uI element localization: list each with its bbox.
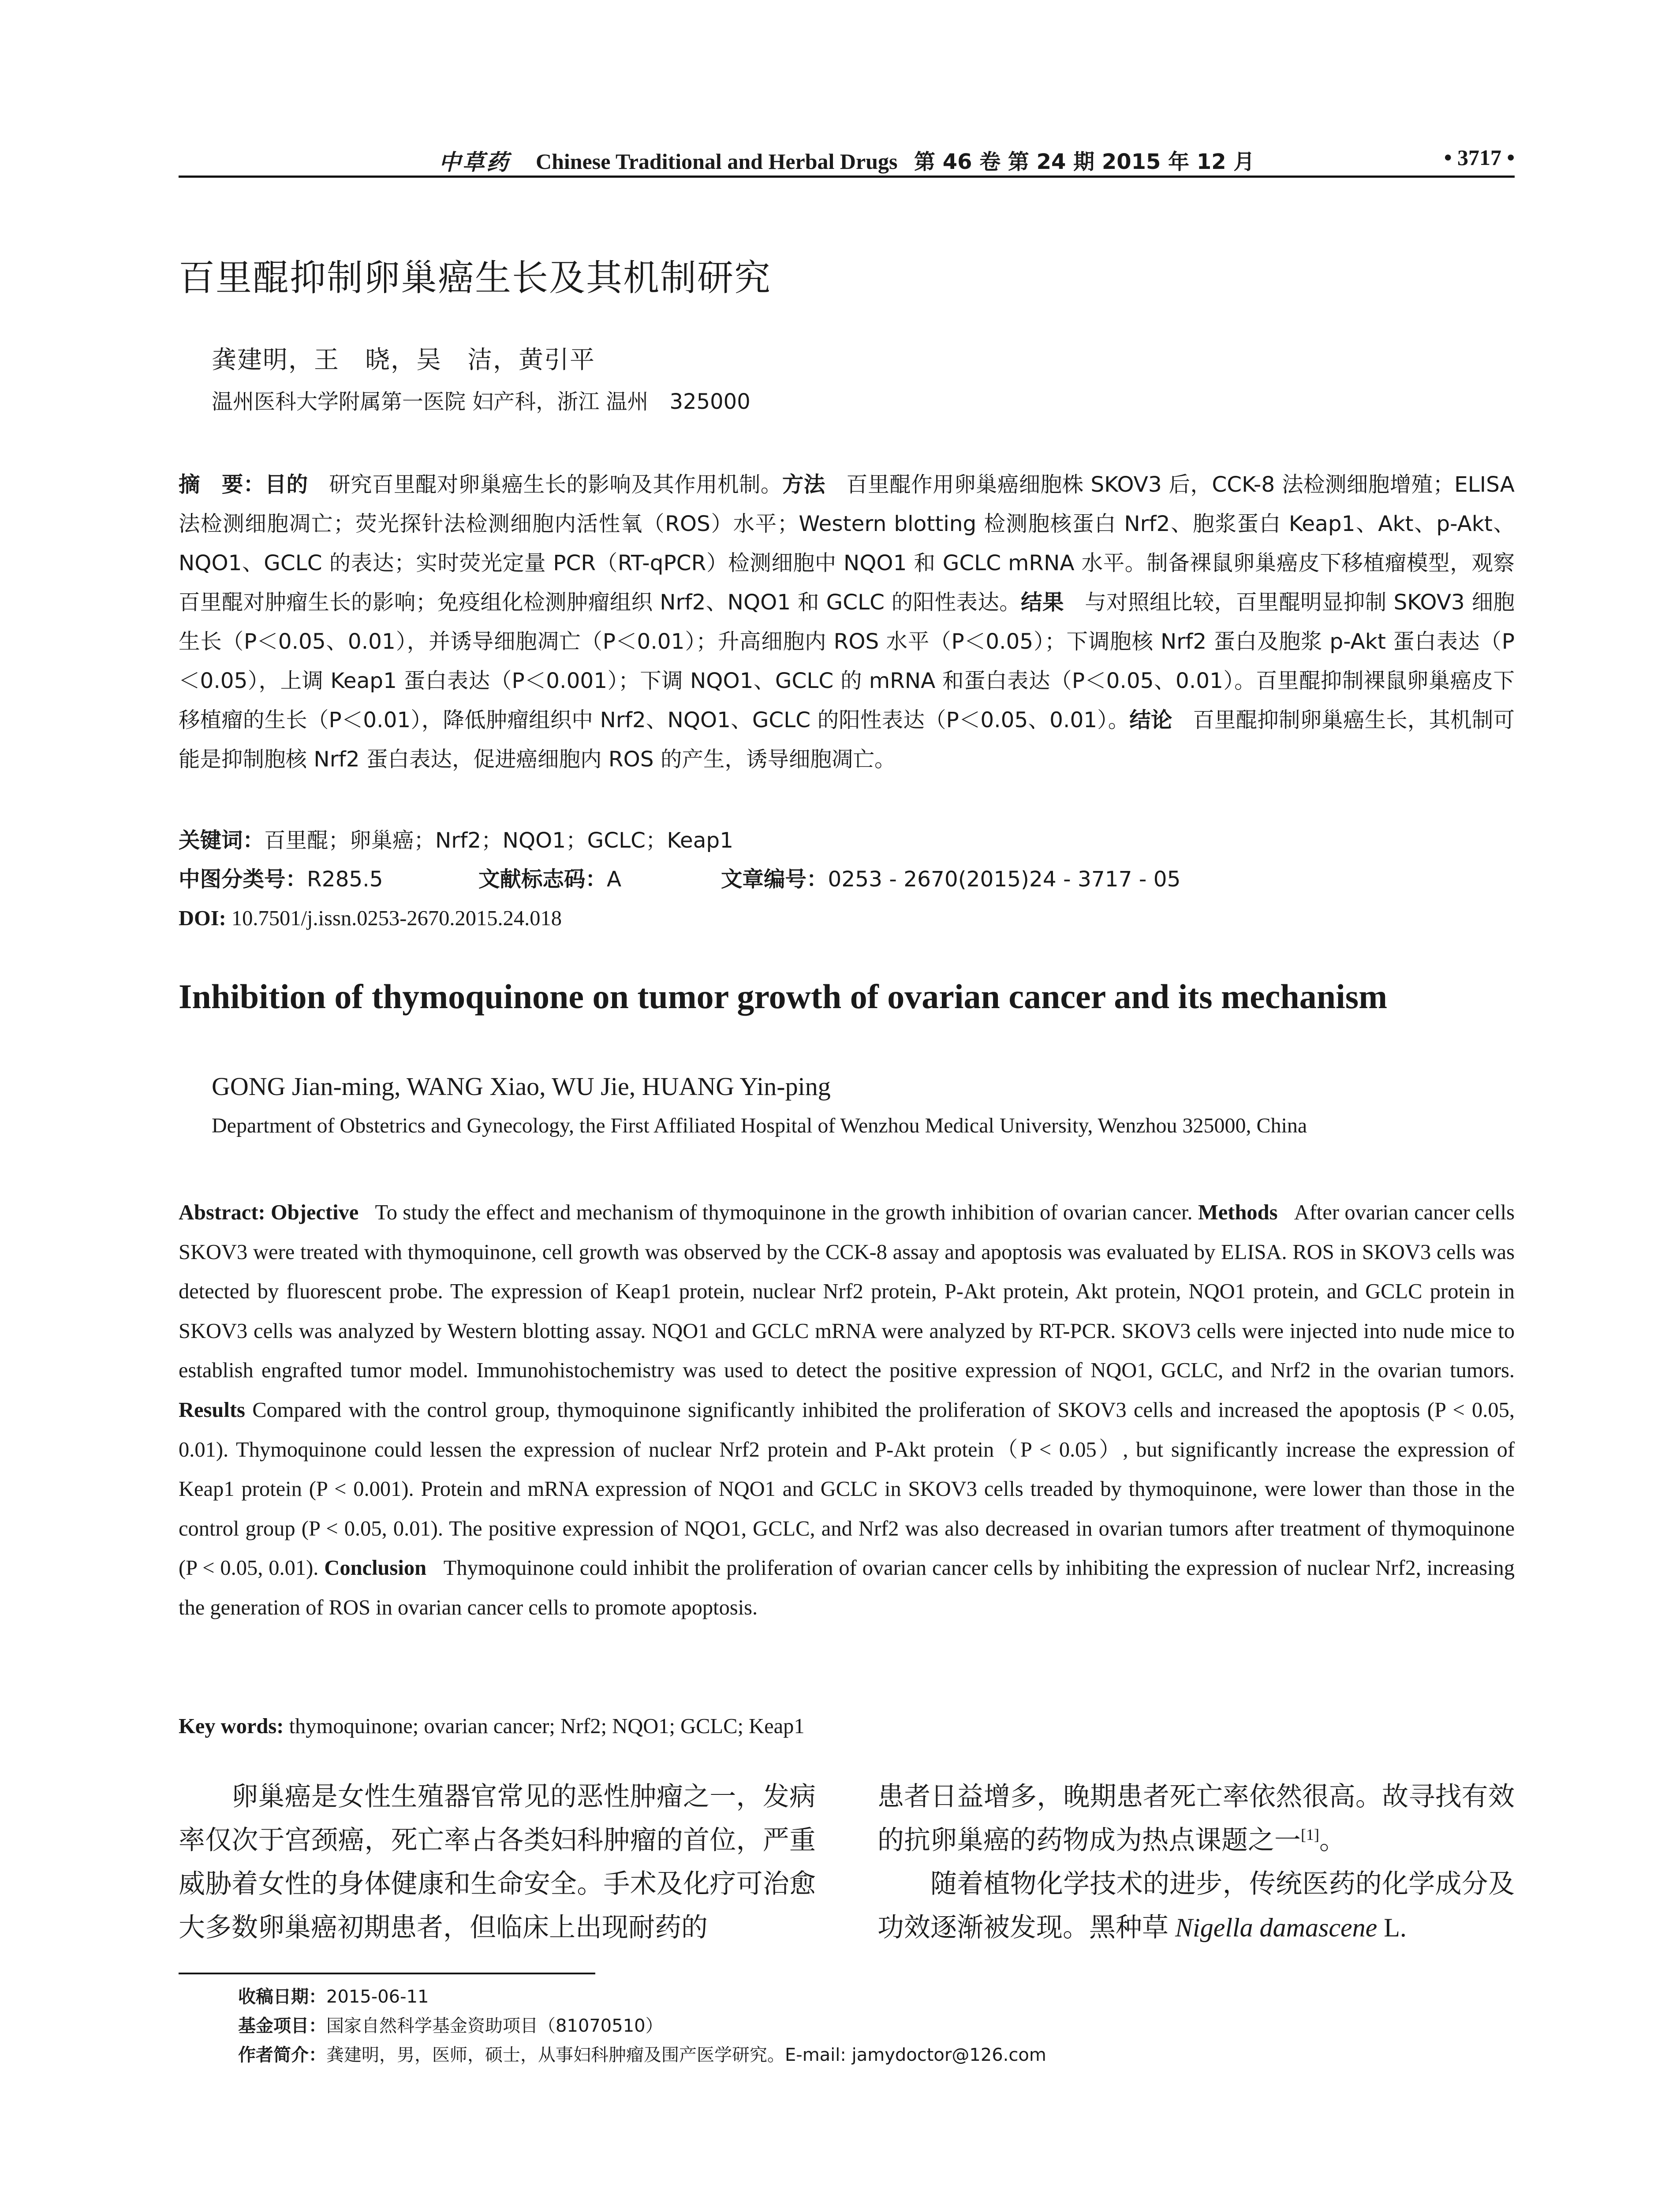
results-label-en: Results [179,1398,245,1422]
body-paragraph [877,1862,1515,1950]
doc-code-value: A [607,867,622,892]
affiliation-en: Department of Obstetrics and Gynecology, the First Affiliated Hospital of Wenzhou Medical University, Wenzhou 325000, China [212,1114,1307,1137]
footnote-rule [179,1973,595,1974]
methods-label-cn: 方法 [782,472,825,497]
page-number: • 3717 • [1444,145,1515,170]
citation-ref: [1] [1301,1826,1319,1843]
issue-info: 第 46 卷 第 24 期 2015 年 12 月 [914,149,1255,174]
keywords-en [179,1707,805,1746]
authors-en: GONG Jian-ming, WANG Xiao, WU Jie, HUANG Yin-ping [212,1072,831,1101]
methods-cn: 百里醌作用卵巢癌细胞株 SKOV3 后，CCK-8 法检测细胞增殖；ELISA 法检测细胞凋亡；荧光探针法检测细胞内活性氧（ROS）水平；Western blotting 检测胞核蛋白 Nrf2、胞浆蛋白 Keap1、Akt、p-Akt、NQO1、GCLC 的表达；实时荧光定量 PCR（RT-qPCR）检测细胞中 NQO1 和 GCLC mRNA 水平。制备裸鼠卵巢癌皮下移植瘤模型，观察百里醌对肿瘤生长的影响；免疫组化检测肿瘤组织 Nrf2、NQO1 和 GCLC 的阳性表达。 [179,472,1515,615]
clc-label: 中图分类号： [179,867,307,892]
body-text: 患者日益增多，晚期患者死亡率依然很高。故寻找有效的抗卵巢癌的药物成为热点课题之一 [877,1782,1515,1855]
body-text: 。 [1319,1826,1346,1855]
author-label: 作者简介： [238,2045,326,2065]
title-cn: 百里醌抑制卵巢癌生长及其机制研究 [179,257,772,299]
objective-label-cn: 目的 [265,472,308,497]
doi-value: 10.7501/j.issn.0253-2670.2015.24.018 [231,907,562,930]
journal-name-en: Chinese Traditional and Herbal Drugs [536,149,898,174]
species-name: Nigella damascene [1175,1913,1378,1942]
journal-info [536,145,1254,175]
body-text: 随着植物化学技术的进步，传统医药的化学成分及功效逐渐被发现。黑种草 [877,1869,1515,1942]
keywords-label-en: Key words: [179,1715,284,1738]
conclusion-cn: 百里醌抑制卵巢癌生长，其机制可能是抑制胞核 Nrf2 蛋白表达，促进癌细胞内 ROS 的产生，诱导细胞凋亡。 [179,708,1515,772]
abstract-label-en: Abstract: [179,1201,265,1224]
footnote-author [238,2041,1046,2070]
footnote-fund [238,2011,663,2041]
doi-label: DOI: [179,907,226,930]
footnote-received [238,1982,429,2011]
conclusion-en: Thymoquinone could inhibit the proliferation of ovarian cancer cells by inhibiting the expression of nuclear Nrf2, increasing the generation of ROS in ovarian cancer cells to promote apoptosis. [179,1556,1515,1619]
received-date: 2015-06-11 [326,1987,429,2007]
abstract-cn [179,465,1515,779]
doc-code-label: 文献标志码： [478,867,607,892]
objective-en: To study the effect and mechanism of thymoquinone in the growth inhibition of ovarian cancer. [375,1201,1193,1224]
journal-name-cn: 中草药 [439,149,510,175]
author-value: 龚建明，男，医师，硕士，从事妇科肿瘤及围产医学研究。E-mail: jamydoctor@126.com [326,2045,1046,2065]
keywords-value-cn: 百里醌；卵巢癌；Nrf2；NQO1；GCLC；Keap1 [264,828,734,853]
article-no-item [721,860,1181,899]
affiliation-cn: 温州医科大学附属第一医院 妇产科，浙江 温州 325000 [212,389,750,414]
authors-cn: 龚建明，王 晓，吴 洁，黄引平 [212,347,595,374]
doi-line [179,899,562,938]
results-en: Compared with the control group, thymoquinone significantly inhibited the proliferation of SKOV3 cells and increased the apoptosis (P < 0.05, 0.01). Thymoquinone could lessen the expression of nuclear Nrf2 protein and P-Akt protein（P < 0.05）, but significantly increase the expression of Keap1 protein (P < 0.001). Protein and mRNA expression of NQO1 and GCLC in SKOV3 cells treaded by thymoquinone, were lower than those in the control group (P < 0.05, 0.01). The positive expression of NQO1, GCLC, and Nrf2 was also decreased in ovarian tumors after treatment of thymoquinone (P < 0.05, 0.01). [179,1398,1515,1580]
classification-line [179,860,1515,899]
fund-value: 国家自然科学基金资助项目（81070510） [326,2016,663,2036]
fund-label: 基金项目： [238,2016,326,2036]
title-en: Inhibition of thymoquinone on tumor growth of ovarian cancer and its mechanism [179,977,1388,1016]
clc-item [179,860,383,899]
body-text: L. [1377,1913,1407,1942]
keywords-value-en: thymoquinone; ovarian cancer; Nrf2; NQO1; GCLC; Keap1 [289,1715,805,1738]
header-rule [179,176,1515,178]
objective-label-en: Objective [271,1201,359,1224]
article-no-value: 0253 - 2670(2015)24 - 3717 - 05 [828,867,1181,892]
keywords-cn [179,821,733,860]
conclusion-label-cn: 结论 [1129,708,1172,733]
abstract-en [179,1193,1515,1628]
conclusion-label-en: Conclusion [324,1556,427,1580]
running-header [179,141,1515,176]
article-no-label: 文章编号： [721,867,828,892]
received-label: 收稿日期： [238,1987,326,2007]
keywords-label-cn: 关键词： [179,828,265,853]
body-paragraph [877,1775,1515,1862]
body-column-left [179,1775,816,1950]
body-column-right [877,1775,1515,1950]
body-paragraph: 卵巢癌是女性生殖器官常见的恶性肿瘤之一，发病率仅次于宫颈癌，死亡率占各类妇科肿瘤的首位，严重威胁着女性的身体健康和生命安全。手术及化疗可治愈大多数卵巢癌初期患者，但临床上出现耐药的 [179,1782,816,1942]
abstract-label-cn: 摘 要： [179,472,265,497]
clc-value: R285.5 [307,867,383,892]
methods-label-en: Methods [1198,1201,1278,1224]
doc-code-item [478,860,622,899]
objective-cn: 研究百里醌对卵巢癌生长的影响及其作用机制。 [329,472,782,497]
methods-en: After ovarian cancer cells SKOV3 were treated with thymoquinone, cell growth was observed by the CCK-8 assay and apoptosis was evaluated by ELISA. ROS in SKOV3 cells was detected by fluorescent probe. The expression of Keap1 protein, nuclear Nrf2 protein, P-Akt protein, Akt protein, NQO1 protein, and GCLC protein in SKOV3 cells was analyzed by Western blotting assay. NQO1 and GCLC mRNA were analyzed by RT-PCR. SKOV3 cells were injected into nude mice to establish engrafted tumor model. Immunohistochemistry was used to detect the positive expression of NQO1, GCLC, and Nrf2 in the ovarian tumors. [179,1201,1515,1383]
results-label-cn: 结果 [1021,590,1064,615]
results-cn: 与对照组比较，百里醌明显抑制 SKOV3 细胞生长（P＜0.05、0.01），并诱导细胞凋亡（P＜0.01）；升高细胞内 ROS 水平（P＜0.05）；下调胞核 Nrf2 蛋白及胞浆 p-Akt 蛋白表达（P＜0.05），上调 Keap1 蛋白表达（P＜0.001）；下调 NQO1、GCLC 的 mRNA 和蛋白表达（P＜0.05、0.01）。百里醌抑制裸鼠卵巢癌皮下移植瘤的生长（P＜0.01），降低肿瘤组织中 Nrf2、NQO1、GCLC 的阳性表达（P＜0.05、0.01）。 [179,590,1515,733]
